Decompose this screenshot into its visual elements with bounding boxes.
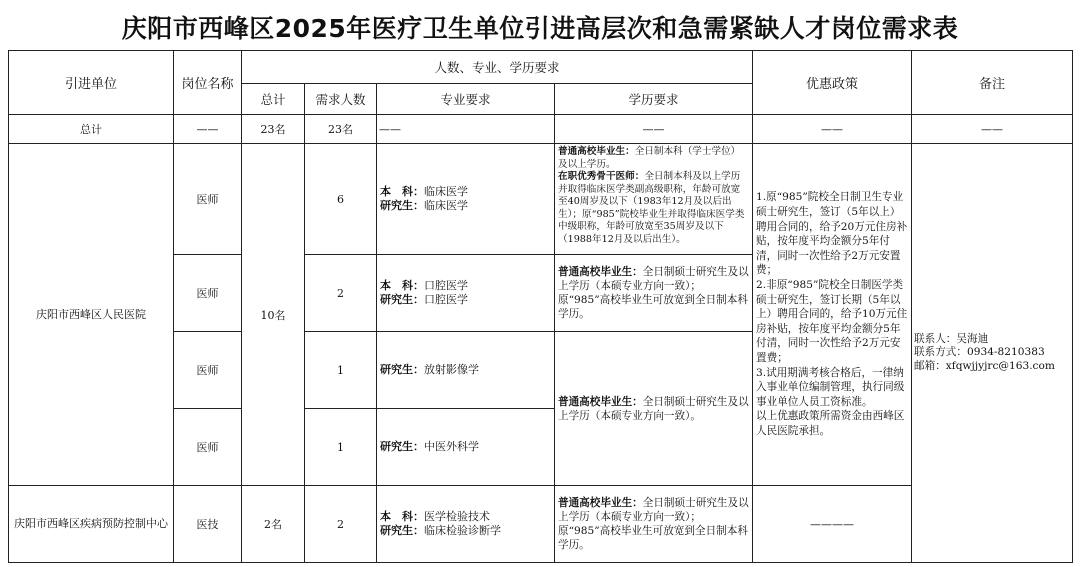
demand-cell: 2	[305, 255, 377, 332]
demand-cell: 6	[305, 144, 377, 255]
post-cell: 医师	[174, 332, 242, 409]
summary-post: ——	[174, 115, 242, 144]
summary-label: 总计	[9, 115, 174, 144]
education-cell	[555, 144, 753, 255]
table-row	[9, 144, 1073, 255]
demand-cell: 2	[305, 486, 377, 563]
remark-cell	[912, 144, 1073, 563]
education-cell	[555, 332, 753, 486]
post-cell: 医师	[174, 255, 242, 332]
header-unit: 引进单位	[9, 51, 174, 115]
major-line: 研究生：临床医学	[380, 199, 468, 212]
edu-line: 普通高校毕业生：全日制硕士研究生及以上学历（本硕专业方向一致）。	[558, 395, 749, 422]
summary-row	[9, 115, 1073, 144]
post-cell: 医师	[174, 409, 242, 486]
policy-line: 2.非原“985”院校全日制医学类硕士研究生，签订长期（5年以上）聘用合同的，给予10万元住房补贴，按年度平均金额分5年付清，同时一次性给予2万元安置费；	[756, 279, 908, 364]
major-cell	[377, 409, 555, 486]
header-policy: 优惠政策	[753, 51, 912, 115]
major-line: 本 科：临床医学	[380, 185, 468, 198]
header-post: 岗位名称	[174, 51, 242, 115]
major-cell	[377, 486, 555, 563]
header-total: 总计	[242, 84, 305, 115]
contact-line: 联系人：吴海迪	[914, 332, 989, 345]
summary-major: ——	[377, 115, 555, 144]
cdc-policy: ————	[753, 486, 912, 563]
edu-line: 普通高校毕业生：全日制本科（学士学位）及以上学历。	[558, 146, 741, 170]
email-line: 邮箱：xfqwjjyjrc@163.com	[914, 359, 1055, 372]
major-line: 研究生：临床检验诊断学	[380, 524, 501, 537]
cdc-total: 2名	[242, 486, 305, 563]
education-cell	[555, 486, 753, 563]
edu-line: 普通高校毕业生：全日制硕士研究生及以上学历（本硕专业方向一致）；原“985”高校毕业生可放宽到全日制本科学历。	[558, 266, 749, 320]
header-demand: 需求人数	[305, 84, 377, 115]
header-major: 专业要求	[377, 84, 555, 115]
hospital-total: 10名	[242, 144, 305, 486]
demand-cell: 1	[305, 332, 377, 409]
major-line: 研究生：放射影像学	[380, 363, 479, 376]
demand-cell: 1	[305, 409, 377, 486]
header-remark: 备注	[912, 51, 1073, 115]
post-cell: 医师	[174, 144, 242, 255]
summary-remark: ——	[912, 115, 1073, 144]
education-cell	[555, 255, 753, 332]
header-group: 人数、专业、学历要求	[242, 51, 753, 84]
summary-policy: ——	[753, 115, 912, 144]
edu-line: 在职优秀骨干医师：全日制本科及以上学历并取得临床医学类副高级职称，年龄可放宽至40周岁及以下（1983年12月及以后出生）；原“985”院校毕业生并取得临床医学类中级职称，年龄可放宽至35周岁及以下（1988年12月及以后出生）。	[558, 171, 745, 245]
cdc-unit: 庆阳市西峰区疾病预防控制中心	[9, 486, 174, 563]
page-title: 庆阳市西峰区2025年医疗卫生单位引进高层次和急需紧缺人才岗位需求表	[121, 14, 959, 43]
major-cell	[377, 332, 555, 409]
policy-line: 1.原“985”院校全日制卫生专业硕士研究生，签订（5年以上）聘用合同的，给予20万元住房补贴，按年度平均金额分5年付清，同时一次性给予2万元安置费；	[756, 191, 908, 277]
summary-demand: 23名	[305, 115, 377, 144]
major-line: 研究生：中医外科学	[380, 440, 479, 453]
edu-line: 普通高校毕业生：全日制硕士研究生及以上学历（本硕专业方向一致）；原“985”高校毕业生可放宽到全日制本科学历。	[558, 497, 749, 551]
phone-line: 联系方式：0934-8210383	[914, 346, 1045, 359]
header-education: 学历要求	[555, 84, 753, 115]
policy-line: 3.试用期满考核合格后，一律纳入事业单位编制管理，执行同级事业单位人员工资标准。	[756, 366, 905, 408]
requirements-table	[8, 50, 1073, 563]
summary-education: ——	[555, 115, 753, 144]
post-cell: 医技	[174, 486, 242, 563]
major-line: 研究生：口腔医学	[380, 293, 468, 306]
major-line: 本 科：口腔医学	[380, 279, 468, 292]
hospital-policy	[753, 144, 912, 486]
major-line: 本 科：医学检验技术	[380, 510, 490, 523]
summary-total: 23名	[242, 115, 305, 144]
hospital-unit: 庆阳市西峰区人民医院	[9, 144, 174, 486]
policy-line: 以上优惠政策所需资金由西峰区人民医院承担。	[756, 410, 905, 437]
major-cell	[377, 144, 555, 255]
major-cell	[377, 255, 555, 332]
